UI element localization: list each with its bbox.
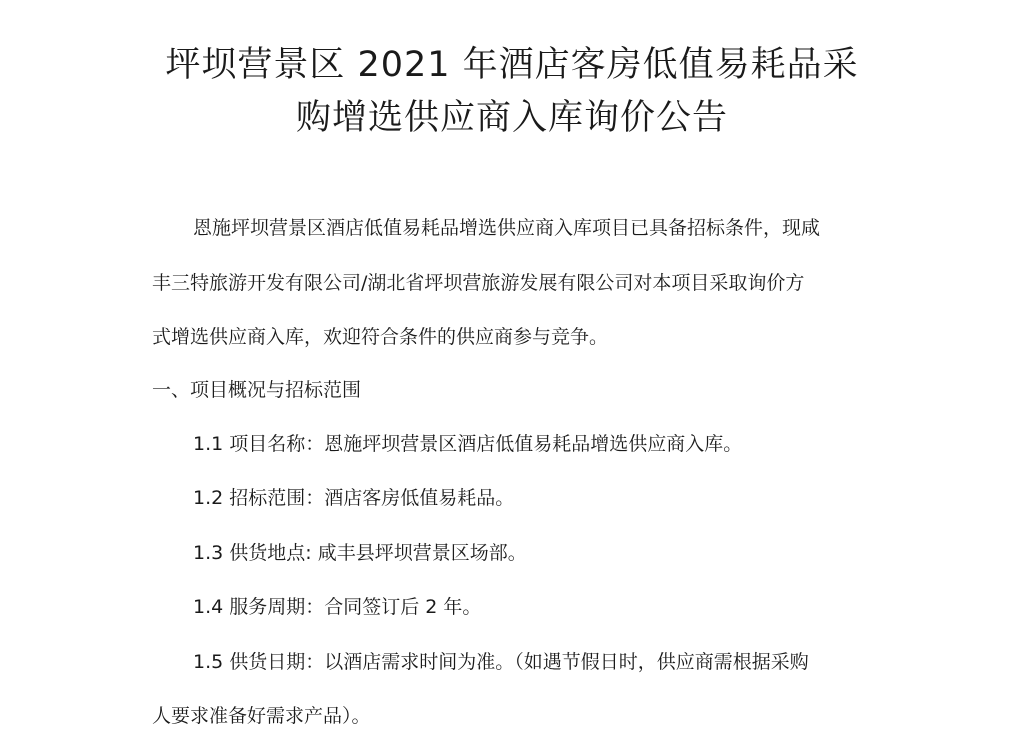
item-service-period: 1.4 服务周期：合同签订后 2 年。	[193, 596, 482, 618]
intro-paragraph-line-3: 式增选供应商入库，欢迎符合条件的供应商参与竞争。	[152, 326, 609, 348]
intro-paragraph-line-1: 恩施坪坝营景区酒店低值易耗品增选供应商入库项目已具备招标条件，现咸	[193, 217, 821, 239]
document-title-line-2: 购增选供应商入库询价公告	[295, 98, 728, 138]
item-delivery-date-line-1: 1.5 供货日期：以酒店需求时间为准。（如遇节假日时，供应商需根据采购	[193, 651, 809, 673]
section-heading-project-overview: 一、项目概况与招标范围	[152, 379, 362, 401]
item-project-name: 1.1 项目名称：恩施坪坝营景区酒店低值易耗品增选供应商入库。	[193, 433, 743, 455]
item-bidding-scope: 1.2 招标范围：酒店客房低值易耗品。	[193, 487, 515, 509]
item-delivery-location: 1.3 供货地点: 咸丰县坪坝营景区场部。	[193, 542, 527, 564]
intro-paragraph-line-2: 丰三特旅游开发有限公司/湖北省坪坝营旅游发展有限公司对本项目采取询价方	[152, 272, 805, 294]
document-title-line-1: 坪坝营景区 2021 年酒店客房低值易耗品采	[165, 45, 859, 85]
item-delivery-date-line-2: 人要求准备好需求产品）。	[152, 705, 371, 727]
